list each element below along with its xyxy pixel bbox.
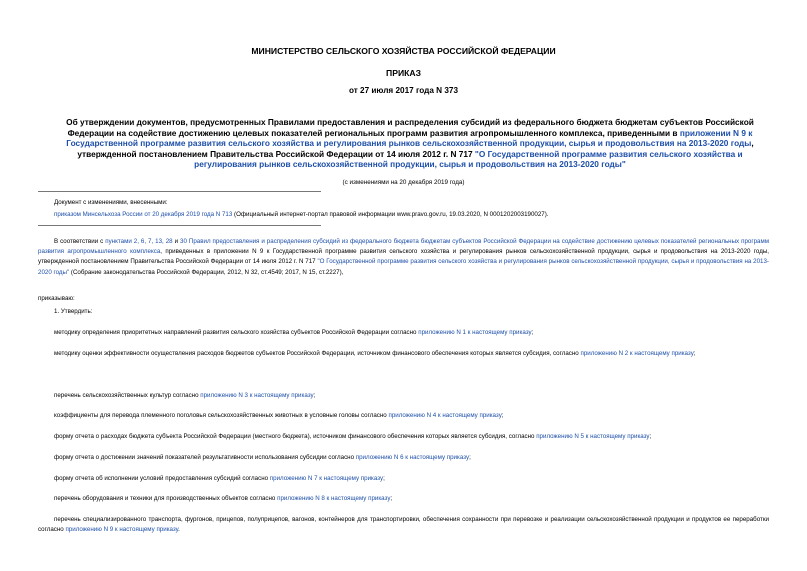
order-word: приказываю: bbox=[38, 295, 75, 302]
approve-line: 1. Утвердить: bbox=[54, 308, 93, 315]
preamble-text-1: В соответствии с bbox=[54, 238, 106, 245]
appendix-3-link[interactable]: приложению N 3 к настоящему приказу bbox=[200, 392, 314, 399]
appendix-1-link[interactable]: приложению N 1 к настоящему приказу bbox=[418, 329, 532, 336]
item-text: форму отчета об исполнении условий предоставления субсидий согласно bbox=[54, 475, 270, 482]
doc-type-heading: ПРИКАЗ bbox=[386, 68, 421, 78]
item-tail: . bbox=[178, 526, 180, 534]
title-text-1: Об утверждении документов, предусмотренных Правилами предоставления и распределения субсидий из федерального бюджета бюджетам субъектов Российской Федерации на содействие достижению целевых показателей региональных программ развития агропромышленного комплекса, приведенными в bbox=[66, 117, 754, 138]
item-text: перечень сельскохозяйственных культур согласно bbox=[54, 392, 201, 399]
list-item bbox=[54, 329, 533, 336]
list-item bbox=[54, 392, 315, 399]
divider-bottom bbox=[38, 225, 321, 226]
appendix-6-link[interactable]: приложению N 6 к настоящему приказу bbox=[355, 454, 470, 461]
item-tail: ; bbox=[693, 350, 696, 357]
appendix-4-link[interactable]: приложению N 4 к настоящему приказу bbox=[388, 412, 502, 419]
item-text: форму отчета о расходах бюджета субъекта Российской Федерации (местного бюджета), источником финансового обеспечения которых является субсидия, согласно bbox=[54, 433, 537, 440]
appendix-7-link[interactable]: приложению N 7 к настоящему приказу bbox=[269, 475, 384, 482]
doc-date-number: от 27 июля 2017 года N 373 bbox=[348, 86, 459, 95]
item-text: методику определения приоритетных направлений развития сельского хозяйства субъектов Российской Федерации согласно bbox=[54, 329, 419, 336]
list-item bbox=[54, 433, 651, 440]
preamble-link-program[interactable]: "О Государственной программе развития сельского хозяйства и регулирования рынков сельскохозяйственной продукции, сырья и продовольствия на 2013-2020 годы" bbox=[38, 258, 769, 276]
item-text: методику оценки эффективности осуществления расходов бюджетов субъектов Российской Федерации, источником финансового обеспечения которых является субсидия, согласно bbox=[54, 350, 581, 357]
title-text-2: , утвержденной постановлением Правительства Российской Федерации от 14 июля 2012 г. N 717 bbox=[77, 138, 754, 159]
list-item bbox=[38, 349, 769, 359]
preamble-link-rules[interactable]: Правил предоставления и распределения субсидий из федерального бюджета бюджетам субъектов Российской Федерации на содействие достижению целевых показателей региональных программ развития агропромышленного комплекса bbox=[38, 238, 769, 256]
preamble-link-points[interactable]: пунктами 2, 6, 7, 13, 28 bbox=[105, 238, 173, 245]
changes-source: (Официальный интернет-портал правовой информации www.pravo.gov.ru, 19.03.2020, N 0001202003190027). bbox=[232, 211, 549, 218]
item-tail: ; bbox=[649, 433, 652, 440]
amendment-note: (с изменениями на 20 декабря 2019 года) bbox=[342, 179, 465, 186]
item-text: перечень оборудования и техники для производственных объектов согласно bbox=[54, 495, 278, 502]
appendix-9-link[interactable]: приложению N 9 к настоящему приказу bbox=[65, 526, 179, 534]
item-tail: ; bbox=[313, 392, 316, 399]
item-tail: ; bbox=[531, 329, 534, 336]
changes-line bbox=[54, 211, 549, 218]
list-item bbox=[54, 495, 392, 502]
item-text: форму отчета о достижении значений показателей результативности использования субсидии согласно bbox=[54, 454, 356, 461]
document-title bbox=[55, 117, 765, 170]
title-link-program[interactable]: "О Государственной программе развития сельского хозяйства и регулирования рынков сельскохозяйственной продукции, сырья и продовольствия на 2013-2020 годы" bbox=[194, 148, 743, 170]
list-item bbox=[54, 412, 504, 419]
changes-order-link[interactable]: приказом Минсельхоза России от 20 декабря 2019 года N 713 bbox=[54, 211, 233, 218]
preamble-text-5: (Собрание законодательства Российской Федерации, 2012, N 32, ст.4549; 2017, N 15, ст.2227), bbox=[69, 268, 344, 276]
item-text: коэффициенты для перевода племенного поголовья сельскохозяйственных животных в условные головы согласно bbox=[54, 412, 389, 419]
list-item bbox=[54, 475, 385, 482]
item-tail: ; bbox=[501, 412, 504, 419]
appendix-8-link[interactable]: приложению N 8 к настоящему приказу bbox=[277, 495, 391, 502]
ministry-heading: МИНИСТЕРСТВО СЕЛЬСКОГО ХОЗЯЙСТВА РОССИЙСКОЙ ФЕДЕРАЦИИ bbox=[251, 46, 556, 56]
preamble-text-4: , приведенных в приложении N 9 к Государственной программе развития сельского хозяйства и регулирования рынков сельскохозяйственной продукции, сырья и продовольствия на 2013-2020 годы, утвержденной постановлением Правительства Российской Федерации от 14 июля 2012 г. N 717 bbox=[38, 248, 769, 266]
changes-label: Документ с изменениями, внесенными: bbox=[54, 199, 168, 206]
preamble-link-30[interactable]: 30 bbox=[180, 238, 187, 245]
item-tail: ; bbox=[390, 495, 393, 502]
preamble-text-2: и bbox=[172, 238, 181, 245]
list-item bbox=[54, 454, 471, 461]
list-item bbox=[38, 515, 769, 535]
appendix-5-link[interactable]: приложению N 5 к настоящему приказу bbox=[536, 433, 650, 440]
divider-top bbox=[38, 191, 321, 192]
item-text: перечень специализированного транспорта, фургонов, прицепов, полуприцепов, вагонов, контейнеров для транспортировки, обеспечения сохранности при перевозке и реализации сельскохозяйственной продукции и продуктов ее переработки согласно bbox=[38, 516, 769, 534]
preamble-paragraph bbox=[38, 237, 769, 278]
item-tail: ; bbox=[383, 475, 385, 482]
title-link-appendix-9[interactable]: приложении N 9 к Государственной программе развития сельского хозяйства и регулирования рынков сельскохозяйственной продукции, сырья и продовольствия на 2013-2020 годы bbox=[66, 127, 753, 149]
appendix-2-link[interactable]: приложению N 2 к настоящему приказу bbox=[580, 350, 694, 357]
item-tail: ; bbox=[469, 454, 471, 461]
